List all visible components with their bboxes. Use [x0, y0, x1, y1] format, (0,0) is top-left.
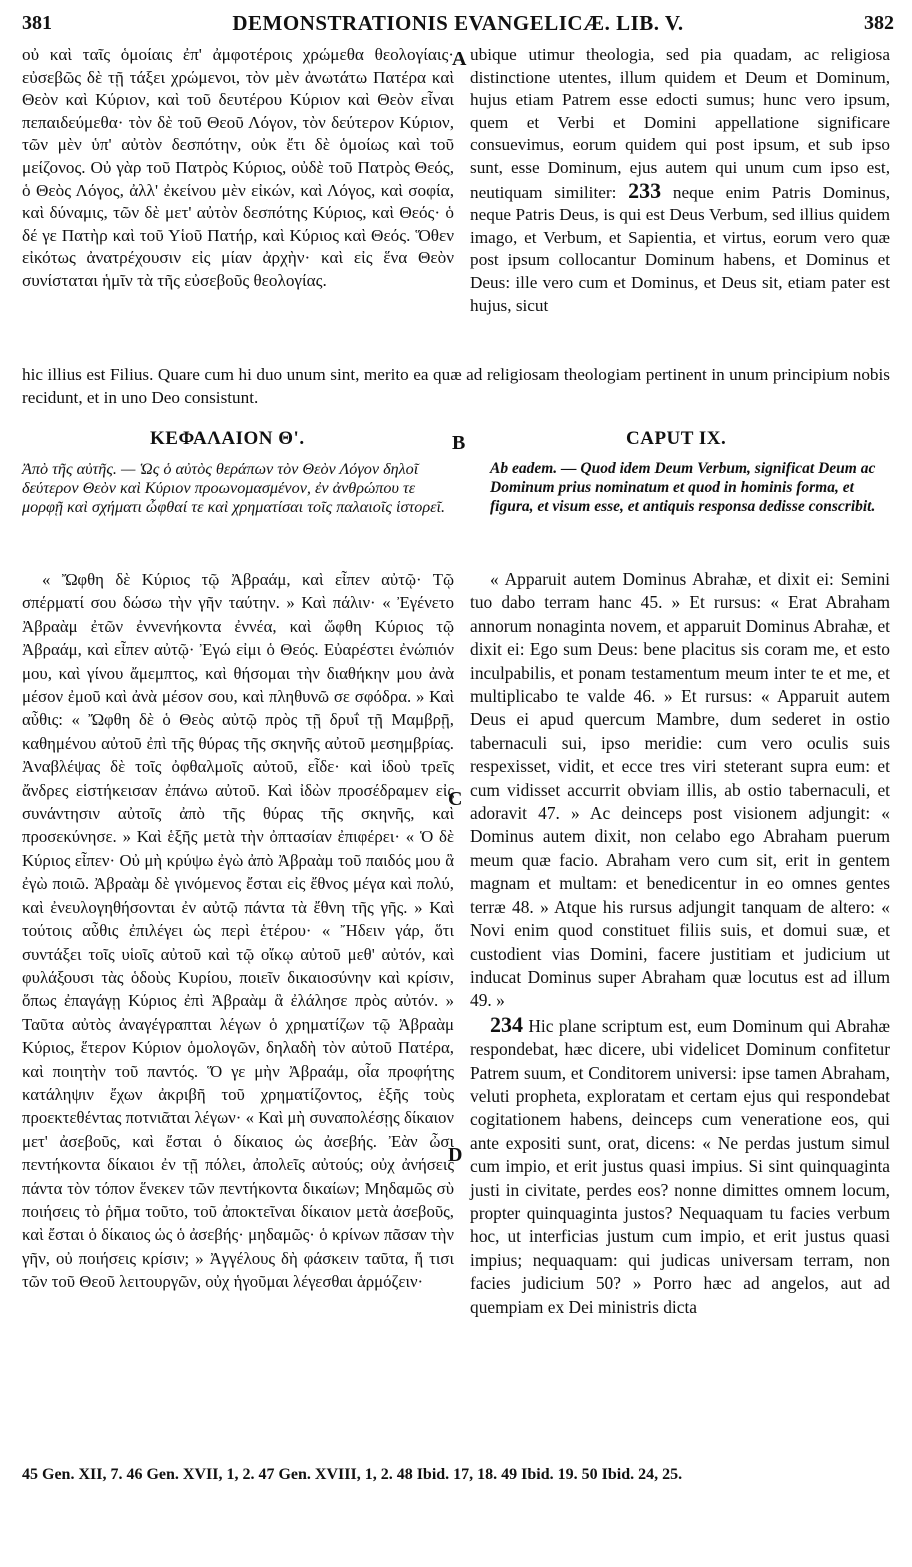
margin-letter-d: D — [448, 1144, 463, 1166]
latin-text-top-a: ubique utimur theologia, sed pia quadam, ac religiosa distinctione utentes, illum quidem et Deum et Dominum, hujus etiam Patrem esse edocti sumus; hunc vero ipsum, quem et Verbi et Domini appellatione significare consuevimus, eorum quidem qui post ipsum, et sub ipso sunt, esse Dominum, ejus autem qui unum cum ipso est, neutiquam similiter: — [470, 45, 890, 202]
latin-text-top — [470, 44, 890, 317]
full-width-paragraph: hic illius est Filius. Quare cum hi duo unum sint, merito ea quæ ad religiosam theologiam pertinent in unum principium nobis recidunt, et in uno Deo consistunt. — [22, 365, 890, 407]
margin-letter-b: B — [452, 432, 466, 454]
footnotes: 45 Gen. XII, 7. 46 Gen. XVII, 1, 2. 47 Gen. XVIII, 1, 2. 48 Ibid. 17, 18. 49 Ibid. 19. 50 Ibid. 24, 25. — [22, 1466, 683, 1483]
page-marker-233: 233 — [628, 177, 662, 203]
latin-column-body — [470, 568, 890, 1319]
latin-text-body-a: « Apparuit autem Dominus Abrahæ, et dixit ei: Semini tuo dabo terram hanc 45. » Et rursus: « Erat Abraham annorum nonaginta novem, et apparuit Dominus Abrahæ, et dixit ei: Ego sum Deus: bene placitus sis coram me, et esto inculpabilis, et ponam testamentum meum inter te et me, et multiplicabo te valde 46. » Et rursus: « Apparuit autem Deus ei apud quercum Mambre, dum sederet in ostio tabernaculi sui, ipso meridie: cum vero oculis suis respexisset, vidit, et ecce tres viri steterant supra eum: et cum vidisset accurrit obviam illis, ab ostio tabernaculi, et adoravit 47. » Ac deinceps post visionem adjungit: « Dominus autem dixit, non celabo ego Abraham puerum meum quæ facio. Abraham vero cum sit, erit in gentem magnam et multam: et benedicentur in eo omnes gentes terræ 48. » Atque his rursus adjungit tanquam de altero: « Novi enim quod constituet filiis suis, et domui suæ, et custodient vias Domini, facere justitiam et judicium ut inducat Dominus super Abraham quæ locutus est ad illum 49. » — [470, 569, 890, 1011]
latin-text-top-b: neque enim Patris Dominus, neque Patris Deus, is qui est Deus Verbum, sed illius quidem imago, et Verbum, et Sapientia, et virtus, eorum vero quæ post ipsum collocantur Dominum habens, et Dominus et Deus: ille vero cum et Dominus, et Deus sit, etiam pater est hujus, sicut — [470, 182, 890, 315]
margin-letter-a: A — [452, 48, 467, 70]
greek-column-body — [22, 568, 454, 1294]
greek-column-top — [22, 44, 454, 293]
greek-text-top: οὐ καὶ ταῖς ὁμοίαις ἐπ' ἀμφοτέροις χρώμεθα θεολογίαις· εὐσεβῶς δὲ τῇ τάξει χρώμενοι, τὸν μὲν ἀνωτάτω Πατέρα καὶ Θεὸν καὶ Κύριον, καὶ τοῦ δευτέρου Κύριον καὶ Θεὸν εἶναι πεπαιδεύμεθα· τὸν δὲ τοῦ Θεοῦ Λόγον, τὸν δεύτερον Κύριον, τῶν μὲν ὑπ' αὐτὸν δεσπότην, οὐκ ἔτι δὲ ὁμοίως καὶ τοῦ μείζονος. Οὐ γὰρ τοῦ Πατρὸς Κύριος, οὐδὲ τοῦ Πατρὸς Θεός, ὁ Θεὸς Λόγος, ἀλλ' ἐκείνου μὲν εἰκών, καὶ Λόγος, καὶ σοφία, καὶ δύναμις, τῶν δὲ μετ' αὐτὸν δεσπότης Κύριος, καὶ Θεός· ὁ δέ γε Πατὴρ καὶ τοῦ Υἱοῦ Πατήρ, καὶ Κύριος καὶ Θεός. Ὅθεν εἰκότως ἀνατρέχουσιν εἰς μίαν ἀρχὴν· καὶ εἰς ἕνα Θεὸν συνίσταται ἡμῖν τὰ τῆς εὐσεβοῦς θεολογίας. — [22, 45, 454, 290]
running-title: DEMONSTRATIONIS EVANGELICÆ. LIB. V. — [232, 10, 684, 35]
latin-text-body-b — [470, 1013, 890, 1319]
latin-column-top — [470, 44, 890, 317]
greek-chapter-title: ΚΕΦΑΛΑΙΟΝ Θ'. — [150, 428, 305, 449]
page-number-left: 381 — [22, 11, 52, 34]
page-header — [22, 6, 894, 40]
greek-chapter-summary: Ἀπὸ τῆς αὐτῆς. — Ὡς ὁ αὐτὸς θεράπων τὸν Θεὸν Λόγον δηλοῖ δεύτερον Θεὸν καὶ Κύριον προωνομασμένον, ἐν ἀνθρώπου τε μορφῇ καὶ σχήματι ὦφθαί τε καὶ χρηματίσαι τοῖς παλαιοῖς ἱστορεῖ. — [22, 460, 446, 516]
page-number-right: 382 — [863, 11, 894, 34]
greek-text-body: « Ὤφθη δὲ Κύριος τῷ Ἀβραάμ, καὶ εἶπεν αὐτῷ· Τῷ σπέρματί σου δώσω τὴν γῆν ταύτην. » Καὶ πάλιν· « Ἐγένετο Ἀβραὰμ ἐτῶν ἐννενήκοντα ἐννέα, καὶ ὤφθη Κύριος τῷ Ἀβραάμ, καὶ εἶπεν αὐτῷ· Ἐγώ εἰμι ὁ Θεός. Εὐαρέστει ἐνώπιόν μου, καὶ γίνου ἄμεμπτος, καὶ θήσομαι τὴν διαθήκην μου ἀνὰ μέσον ἐμοῦ καὶ ἀνὰ μέσον σου, καὶ πληθυνῶ σε σφόδρα. » Καὶ αὖθις: « Ὤφθη δὲ ὁ Θεὸς αὐτῷ πρὸς τῇ δρυΐ τῇ Μαμβρῇ, καθημένου αὐτοῦ ἐπὶ τῆς θύρας τῆς σκηνῆς αὐτοῦ μεσημβρίας. Ἀναβλέψας δὲ τοῖς ὀφθαλμοῖς αὐτοῦ, εἶδε· καὶ ἰδοὺ τρεῖς ἄνδρες εἱστήκεισαν ἐπάνω αὐτοῦ. Καὶ ἰδὼν προσέδραμεν εἰς συνάντησιν αὐτοῖς ἀπὸ τῆς θύρας τῆς σκηνῆς, καὶ προσεκύνησε. » Καὶ ἑξῆς μετὰ τὴν ὀπτασίαν ἐπιφέρει· « Ὁ δὲ Κύριος εἶπεν· Οὐ μὴ κρύψω ἐγὼ ἀπὸ Ἀβραὰμ τοῦ παιδός μου ἃ ἐγὼ ποιῶ. Ἀβραὰμ δὲ γινόμενος ἔσται εἰς ἔθνος μέγα καὶ πολύ, καὶ ἐνευλογηθήσονται ἐν αὐτῷ πάντα τὰ ἔθνη τῆς γῆς. » Καὶ τούτοις αὖθις ἐπιλέγει ὡς περὶ ἑτέρου· « Ἤδειν γάρ, ὅτι συντάξει τοῖς υἱοῖς αὐτοῦ καὶ τῷ οἴκῳ αὐτοῦ μεθ' αὐτόν, καὶ φυλάξουσι τὰς ὁδοὺς Κυρίου, ποιεῖν δικαιοσύνην καὶ κρίσιν, ὅπως ἐπαγάγῃ Κύριος ἐπὶ Ἀβραὰμ ἃ ἐλάλησε πρὸς αὐτόν. » Ταῦτα αὐτὸς ἀναγέγραπται λέγων ὁ χρηματίζων τῷ Ἀβραὰμ Κύριος, ἕτερον Κύριον ὁμολογῶν, δηλαδὴ τὸν αὐτοῦ Πατέρα, καὶ ποιητὴν τοῦ παντός. Ὅ γε μὴν Ἀβραάμ, οἷα προφήτης κατάληψιν ἔχων ἀκριβῆ τοῦ χρηματίζοντος, ἑξῆς τοὺς προεκτεθέντας ποτνιᾶται λέγων· « Καὶ μὴ συναπολέσῃς δίκαιον μετ' ἀσεβοῦς, καὶ ἔσται ὁ δίκαιος ὡς ἀσεβής. Ἐὰν ὦσι πεντήκοντα δίκαιοι ἐν τῇ πόλει, ἀπολεῖς αὐτούς; οὐχ ἀνήσεις πάντα τὸν τόπον ἕνεκεν τῶν πεντήκοντα δικαίων; Μηδαμῶς σὺ ποιήσεις τὸ ῥῆμα τοῦτο, τοῦ ἀποκτεῖναι δίκαιον μετὰ ἀσεβοῦς, καὶ ἔσται ὁ δίκαιος ὡς ὁ ἀσεβής· μηδαμῶς· ὁ κρίνων πᾶσαν τὴν γῆν, οὐ ποιήσεις κρίσιν; » Ἀγγέλους δὴ φάσκειν ταῦτα, ἤ τισι τῶν τοῦ Θεοῦ λειτουργῶν, οὐχ ἡγοῦμαι λέγεσθαι ἁρμόζειν· — [22, 570, 454, 1292]
margin-letter-c: C — [448, 788, 463, 810]
latin-text-body-b-text: Hic plane scriptum est, eum Dominum qui Abrahæ respondebat, hæc dicere, ubi videlicet Dominum confitetur Patrem suum, et Conditorem universi: ipse tamen Abraham, veluti propheta, exploratam et certam ejus qui respondebat cogitationem habens, deinceps cum veneratione eos, qui ante expositi sunt, orat, dicens: « Ne perdas justum simul cum impio, et erit justus quasi impius. Si sint quinquaginta justi in civitate, perdes eos? nonne dimittes omnem locum, propter quinquaginta justos? Nequaquam tu facies verbum hoc, ut interficias justum cum impio, et erit justus quasi impius; nequaquam: qui judicas universam terram, non facies judicium 50? » Porro hæc ad angelos, aut ad quempiam ex Dei ministris dicta — [470, 1015, 890, 1317]
page-marker-234: 234 — [490, 1011, 523, 1037]
latin-chapter-title: CAPUT IX. — [626, 428, 727, 449]
latin-chapter-summary: Ab eadem. — Quod idem Deum Verbum, significat Deum ac Dominum prius nominatum et quod in hominis forma, et figura, et visum esse, et antiquis responsa dedisse conscribit. — [490, 460, 876, 515]
